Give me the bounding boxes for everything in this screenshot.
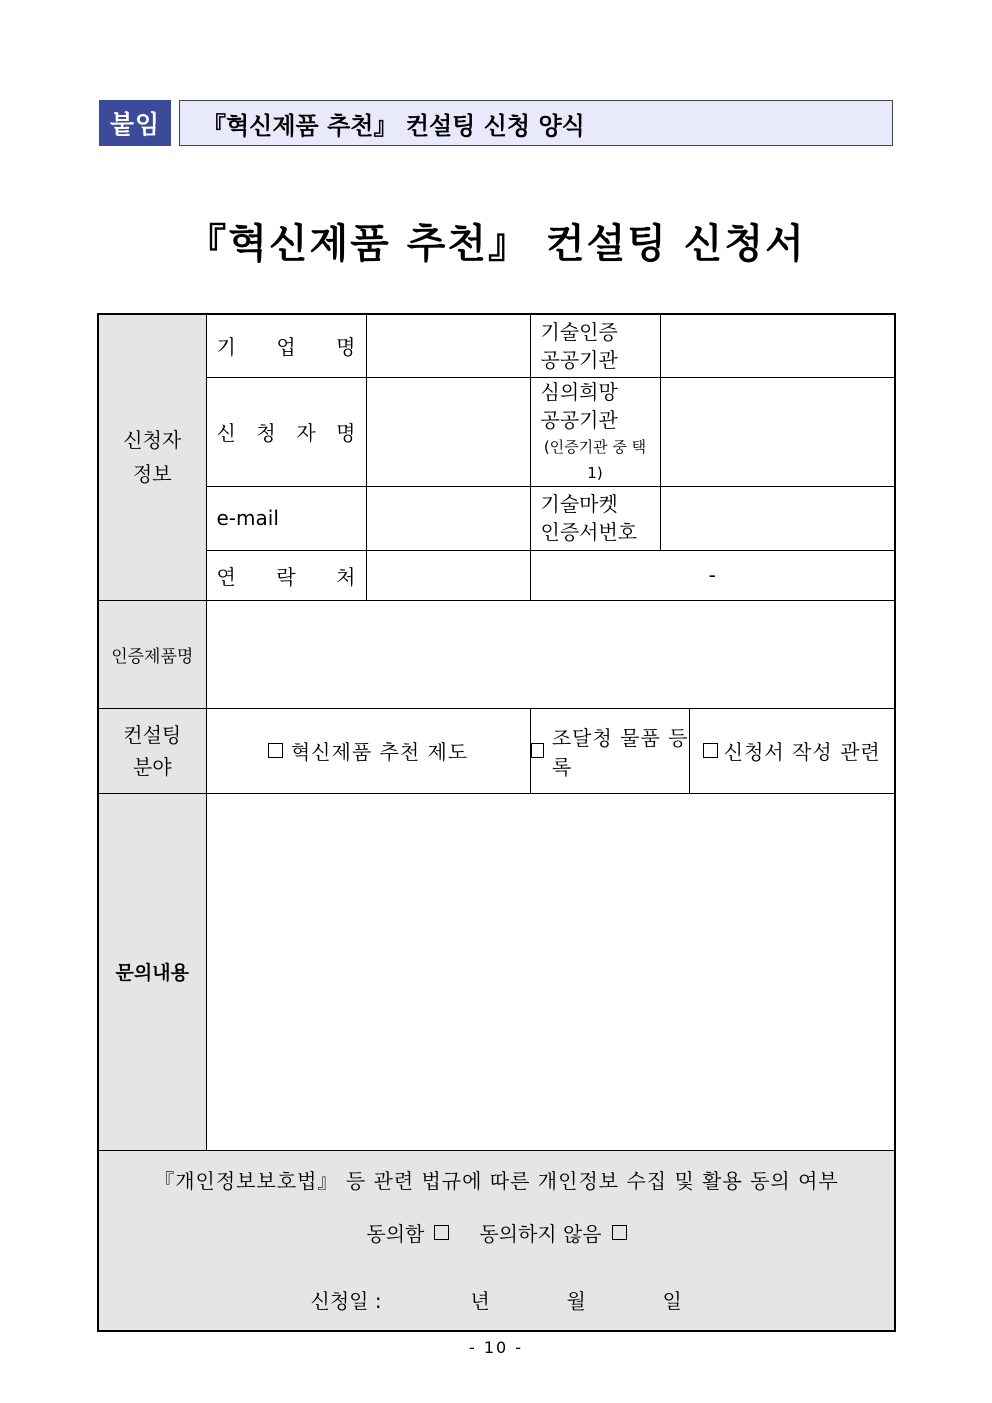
checkbox-procurement-register[interactable] — [531, 743, 544, 758]
applicant-name-label-text: 신 청 자 명 — [216, 421, 356, 445]
attachment-tag: 붙임 — [99, 100, 171, 146]
applicant-section-label — [98, 314, 206, 600]
option-innovation-recommend-label: 혁신제품 추천 제도 — [290, 740, 469, 764]
contact-dash: - — [708, 563, 716, 587]
application-form — [97, 313, 896, 1332]
checkbox-innovation-recommend[interactable] — [268, 743, 283, 758]
consulting-field-label — [98, 708, 206, 793]
cert-agency-label — [530, 314, 660, 377]
applicant-name-field[interactable] — [366, 377, 530, 486]
consent-section — [98, 1150, 895, 1331]
market-cert-label — [530, 486, 660, 550]
page-number: - 10 - — [468, 1338, 524, 1357]
company-label-text: 기 업 명 — [216, 335, 356, 360]
company-label — [206, 314, 366, 377]
option-application-writing[interactable] — [689, 708, 895, 793]
year-label: 년 — [470, 1288, 490, 1313]
product-name-field[interactable] — [206, 600, 895, 708]
checkbox-application-writing[interactable] — [703, 743, 718, 758]
applicant-section-label-line1: 신청자 — [123, 428, 182, 453]
contact-label-text: 연 락 처 — [216, 564, 356, 589]
option-innovation-recommend[interactable] — [206, 708, 530, 793]
day-label: 일 — [662, 1288, 682, 1313]
applicant-name-label — [206, 377, 366, 486]
contact-label — [206, 550, 366, 600]
inquiry-label-text: 문의내용 — [115, 962, 189, 984]
application-date — [99, 1285, 894, 1314]
cert-agency-label-line1: 기술인증 — [540, 319, 618, 344]
attachment-title: 『혁신제품 추천』 컨설팅 신청 양식 — [202, 111, 585, 140]
email-label-text: e-mail — [216, 506, 279, 530]
disagree-label: 동의하지 않음 — [479, 1221, 602, 1246]
inquiry-label — [98, 793, 206, 1150]
review-agency-label — [530, 377, 660, 486]
consent-text: 『개인정보보호법』 등 관련 법규에 따른 개인정보 수집 및 활용 동의 여부 — [154, 1168, 839, 1193]
option-application-writing-label: 신청서 작성 관련 — [723, 740, 881, 764]
market-cert-field[interactable] — [660, 486, 895, 550]
review-agency-field[interactable] — [660, 377, 895, 486]
review-agency-note: (인증기관 중 택1) — [543, 437, 647, 482]
month-label: 월 — [566, 1288, 586, 1313]
contact-field-left[interactable] — [366, 550, 530, 600]
agree-checkbox[interactable] — [434, 1225, 449, 1240]
consent-options — [99, 1218, 894, 1247]
review-agency-label-line1: 심의희망 — [540, 379, 618, 404]
cert-agency-field[interactable] — [660, 314, 895, 377]
document-title: 『혁신제품 추천』 컨설팅 신청서 — [186, 221, 806, 267]
market-cert-label-line1: 기술마켓 — [540, 492, 618, 516]
agree-label: 동의함 — [366, 1221, 425, 1246]
product-name-label-text: 인증제품명 — [111, 646, 194, 667]
contact-field-right[interactable] — [530, 550, 895, 600]
option-procurement-register[interactable] — [530, 708, 689, 793]
attachment-title-box — [179, 100, 893, 146]
inquiry-field[interactable] — [206, 793, 895, 1150]
cert-agency-label-line2: 공공기관 — [540, 347, 618, 372]
company-name-field[interactable] — [366, 314, 530, 377]
date-label: 신청일 : — [310, 1288, 382, 1313]
disagree-checkbox[interactable] — [612, 1225, 627, 1240]
option-procurement-register-label: 조달청 물품 등록 — [551, 725, 689, 779]
email-field[interactable] — [366, 486, 530, 550]
consulting-field-label-line1: 컨설팅 — [123, 722, 182, 747]
applicant-section-label-line2: 정보 — [132, 462, 172, 487]
consulting-field-label-line2: 분야 — [132, 754, 172, 779]
market-cert-label-line2: 인증서번호 — [540, 520, 638, 544]
email-label — [206, 486, 366, 550]
review-agency-label-line2: 공공기관 — [540, 407, 618, 432]
product-name-label — [98, 600, 206, 708]
